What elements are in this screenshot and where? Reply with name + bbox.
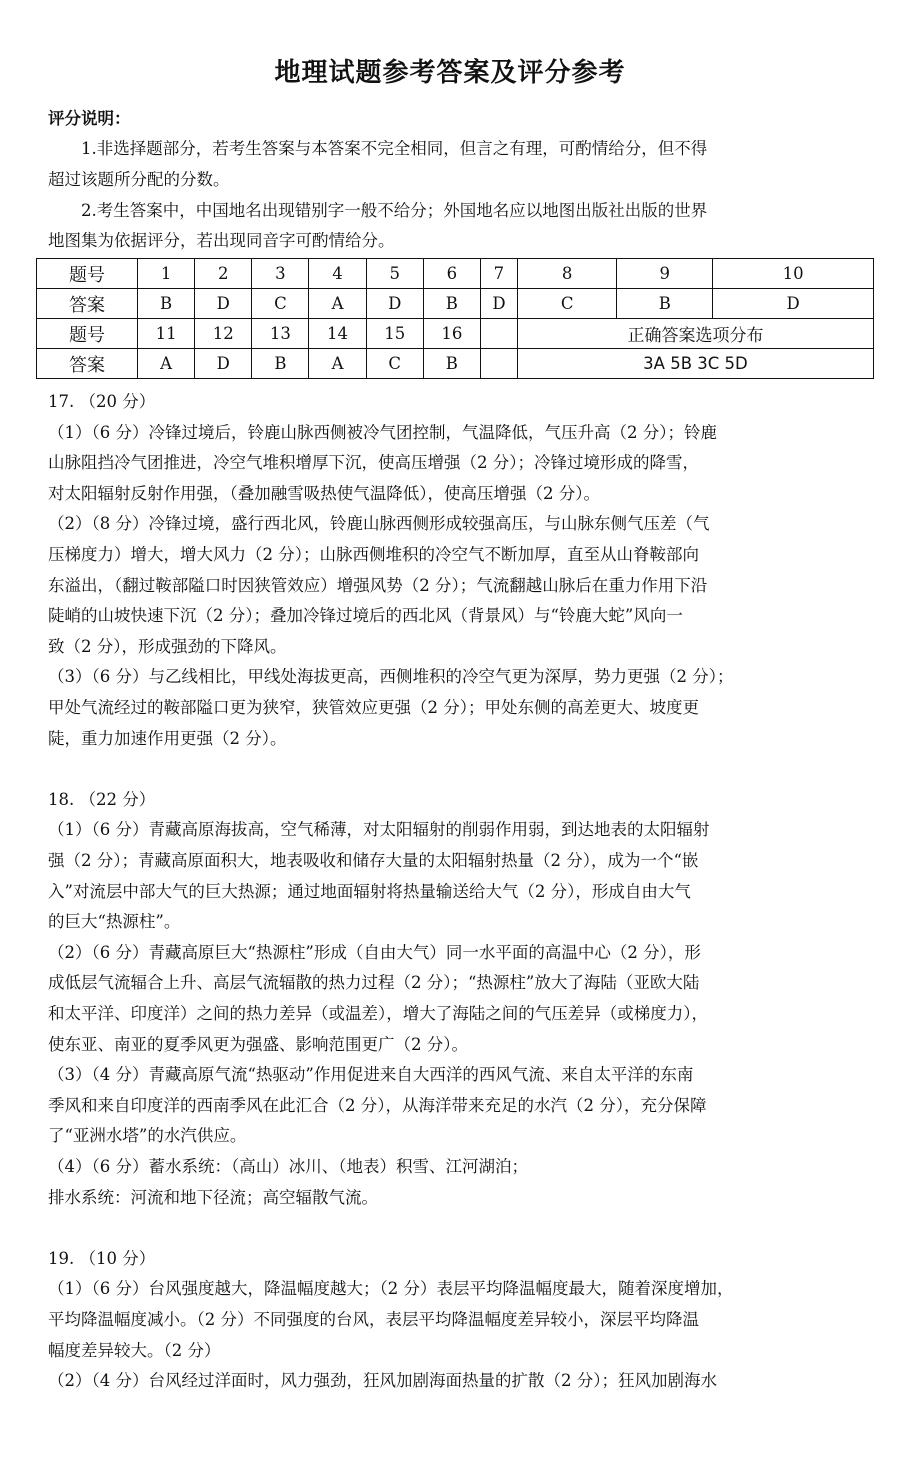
body-line: （2）（6 分）青藏高原巨大“热源柱”形成（自由大气）同一水平面的高温中心（2 分），形 [48,942,701,962]
answer-cell: C [366,349,423,379]
body-line: 17. （20 分） [48,392,156,411]
answer-cell: B [423,289,480,319]
question-number: 7 [480,259,517,289]
answer-cell: A [309,349,366,379]
question-number: 12 [195,319,252,349]
body-line: 排水系统：河流和地下径流；高空辐散气流。 [48,1187,378,1207]
body-line: 入”对流层中部大气的巨大热源；通过地面辐射将热量输送给大气（2 分），形成自由大气 [48,881,691,901]
table-row [37,259,874,289]
question-number: 8 [517,259,616,289]
empty-cell [480,319,517,349]
body-line: 甲处气流经过的鞍部隘口更为狭窄，狭管效应更强（2 分）；甲处东侧的高差更大、坡度更 [48,698,699,717]
body-line: （1）（6 分）台风强度越大，降温幅度越大；（2 分）表层平均降温幅度最大，随着深度增加， [48,1279,734,1299]
table-row [37,289,874,319]
answer-cell: D [366,289,423,319]
table-row [37,349,874,379]
scoring-note-line: 地图集为依据评分，若出现同音字可酌情给分。 [48,231,395,250]
question-number: 16 [423,319,480,349]
body-line: （1）（6 分）青藏高原海拔高，空气稀薄，对太阳辐射的削弱作用弱，到达地表的太阳辐射 [48,820,710,840]
scoring-note-line: 超过该题所分配的分数。 [48,170,230,189]
answer-cell: B [138,289,195,319]
answer-cell: B [423,349,480,379]
body-line: 19. （10 分） [48,1248,156,1268]
question-number: 9 [617,259,713,289]
body-line: 18. （22 分） [48,789,156,809]
answer-cell: A [138,349,195,379]
body-line: （3）（4 分）青藏高原气流“热驱动”作用促进来自大西洋的西风气流、来自太平洋的东南 [48,1065,694,1085]
question-number: 10 [713,259,874,289]
page-title: 地理试题参考答案及评分参考 [274,58,626,88]
body-line: 使东亚、南亚的夏季风更为强盛、影响范围更广（2 分）。 [48,1034,468,1054]
body-line: 陡峭的山坡快速下沉（2 分）；叠加冷锋过境后的西北风（背景风）与“铃鹿大蛇”风向一 [48,606,683,626]
body-line: 和太平洋、印度洋）之间的热力差异（或温差），增大了海陆之间的气压差异（或梯度力）， [48,1004,708,1023]
answer-cell: B [252,349,309,379]
answer-label: 答案 [37,289,138,319]
body-line: 季风和来自印度洋的西南季风在此汇合（2 分），从海洋带来充足的水汽（2 分），充分保障 [48,1095,707,1115]
question-number: 13 [252,319,309,349]
answer-cell: D [195,349,252,379]
answer-distribution-label: 正确答案选项分布 [517,319,873,349]
body-line: 东溢出，（翻过鞍部隘口时因狭管效应）增强风势（2 分）；气流翻越山脉后在重力作用下沿 [48,575,708,595]
question-number: 1 [138,259,195,289]
question-number: 5 [366,259,423,289]
body-line: 强（2 分）；青藏高原面积大，地表吸收和储存大量的太阳辐射热量（2 分），成为一个“嵌 [48,851,699,870]
answer-table [36,258,874,379]
body-line: 的巨大“热源柱”。 [48,912,181,932]
body-line: 山脉阻挡冷气团推进，冷空气堆积增厚下沉，使高压增强（2 分）；冷锋过境形成的降雪， [48,453,699,473]
question-number: 2 [195,259,252,289]
answer-cell: D [480,289,517,319]
body-line: 对太阳辐射反射作用强，（叠加融雪吸热使气温降低），使高压增强（2 分）。 [48,483,600,503]
question-number: 14 [309,319,366,349]
body-line: 平均降温幅度减小。（2 分）不同强度的台风，表层平均降温幅度差异较小，深层平均降温 [48,1310,699,1329]
answer-cell: C [517,289,616,319]
answer-distribution-value: 3A 5B 3C 5D [517,349,873,379]
question-number-label: 题号 [37,259,138,289]
body-line: 致（2 分），形成强劲的下降风。 [48,636,287,656]
answer-cell: B [617,289,713,319]
question-number: 4 [309,259,366,289]
question-number: 15 [366,319,423,349]
question-number: 11 [138,319,195,349]
body-line: （2）（4 分）台风经过洋面时，风力强劲，狂风加剧海面热量的扩散（2 分）；狂风加剧海水 [48,1371,717,1391]
answer-cell: D [713,289,874,319]
body-line: 陡，重力加速作用更强（2 分）。 [48,728,287,748]
body-line: （1）（6 分）冷锋过境后，铃鹿山脉西侧被冷气团控制，气温降低，气压升高（2 分）；铃鹿 [48,422,717,442]
body-line: 了“亚洲水塔”的水汽供应。 [48,1126,247,1146]
scoring-note-line: 1.非选择题部分，若考生答案与本答案不完全相同，但言之有理，可酌情给分，但不得 [48,139,708,158]
scoring-note-line: 2.考生答案中，中国地名出现错别字一般不给分；外国地名应以地图出版社出版的世界 [48,201,708,220]
body-line: （3）（6 分）与乙线相比，甲线处海拔更高，西侧堆积的冷空气更为深厚，势力更强（2 分）； [48,667,734,687]
question-number-label: 题号 [37,319,138,349]
answer-cell: D [195,289,252,319]
table-row [37,319,874,349]
body-line: （2）（8 分）冷锋过境，盛行西北风，铃鹿山脉西侧形成较强高压，与山脉东侧气压差（气 [48,514,710,534]
body-line: 成低层气流辐合上升、高层气流辐散的热力过程（2 分）；“热源柱”放大了海陆（亚欧大陆 [48,973,700,993]
body-line: 幅度差异较大。（2 分） [48,1340,221,1360]
question-number: 6 [423,259,480,289]
scoring-notes-heading: 评分说明： [48,109,131,128]
body-line: 压梯度力）增大，增大风力（2 分）；山脉西侧堆积的冷空气不断加厚，直至从山脊鞍部向 [48,545,699,564]
empty-cell [480,349,517,379]
question-number: 3 [252,259,309,289]
body-line: （4）（6 分）蓄水系统：（高山）冰川、（地表）积雪、江河湖泊； [48,1157,528,1176]
answer-label: 答案 [37,349,138,379]
answer-cell: A [309,289,366,319]
answer-cell: C [252,289,309,319]
